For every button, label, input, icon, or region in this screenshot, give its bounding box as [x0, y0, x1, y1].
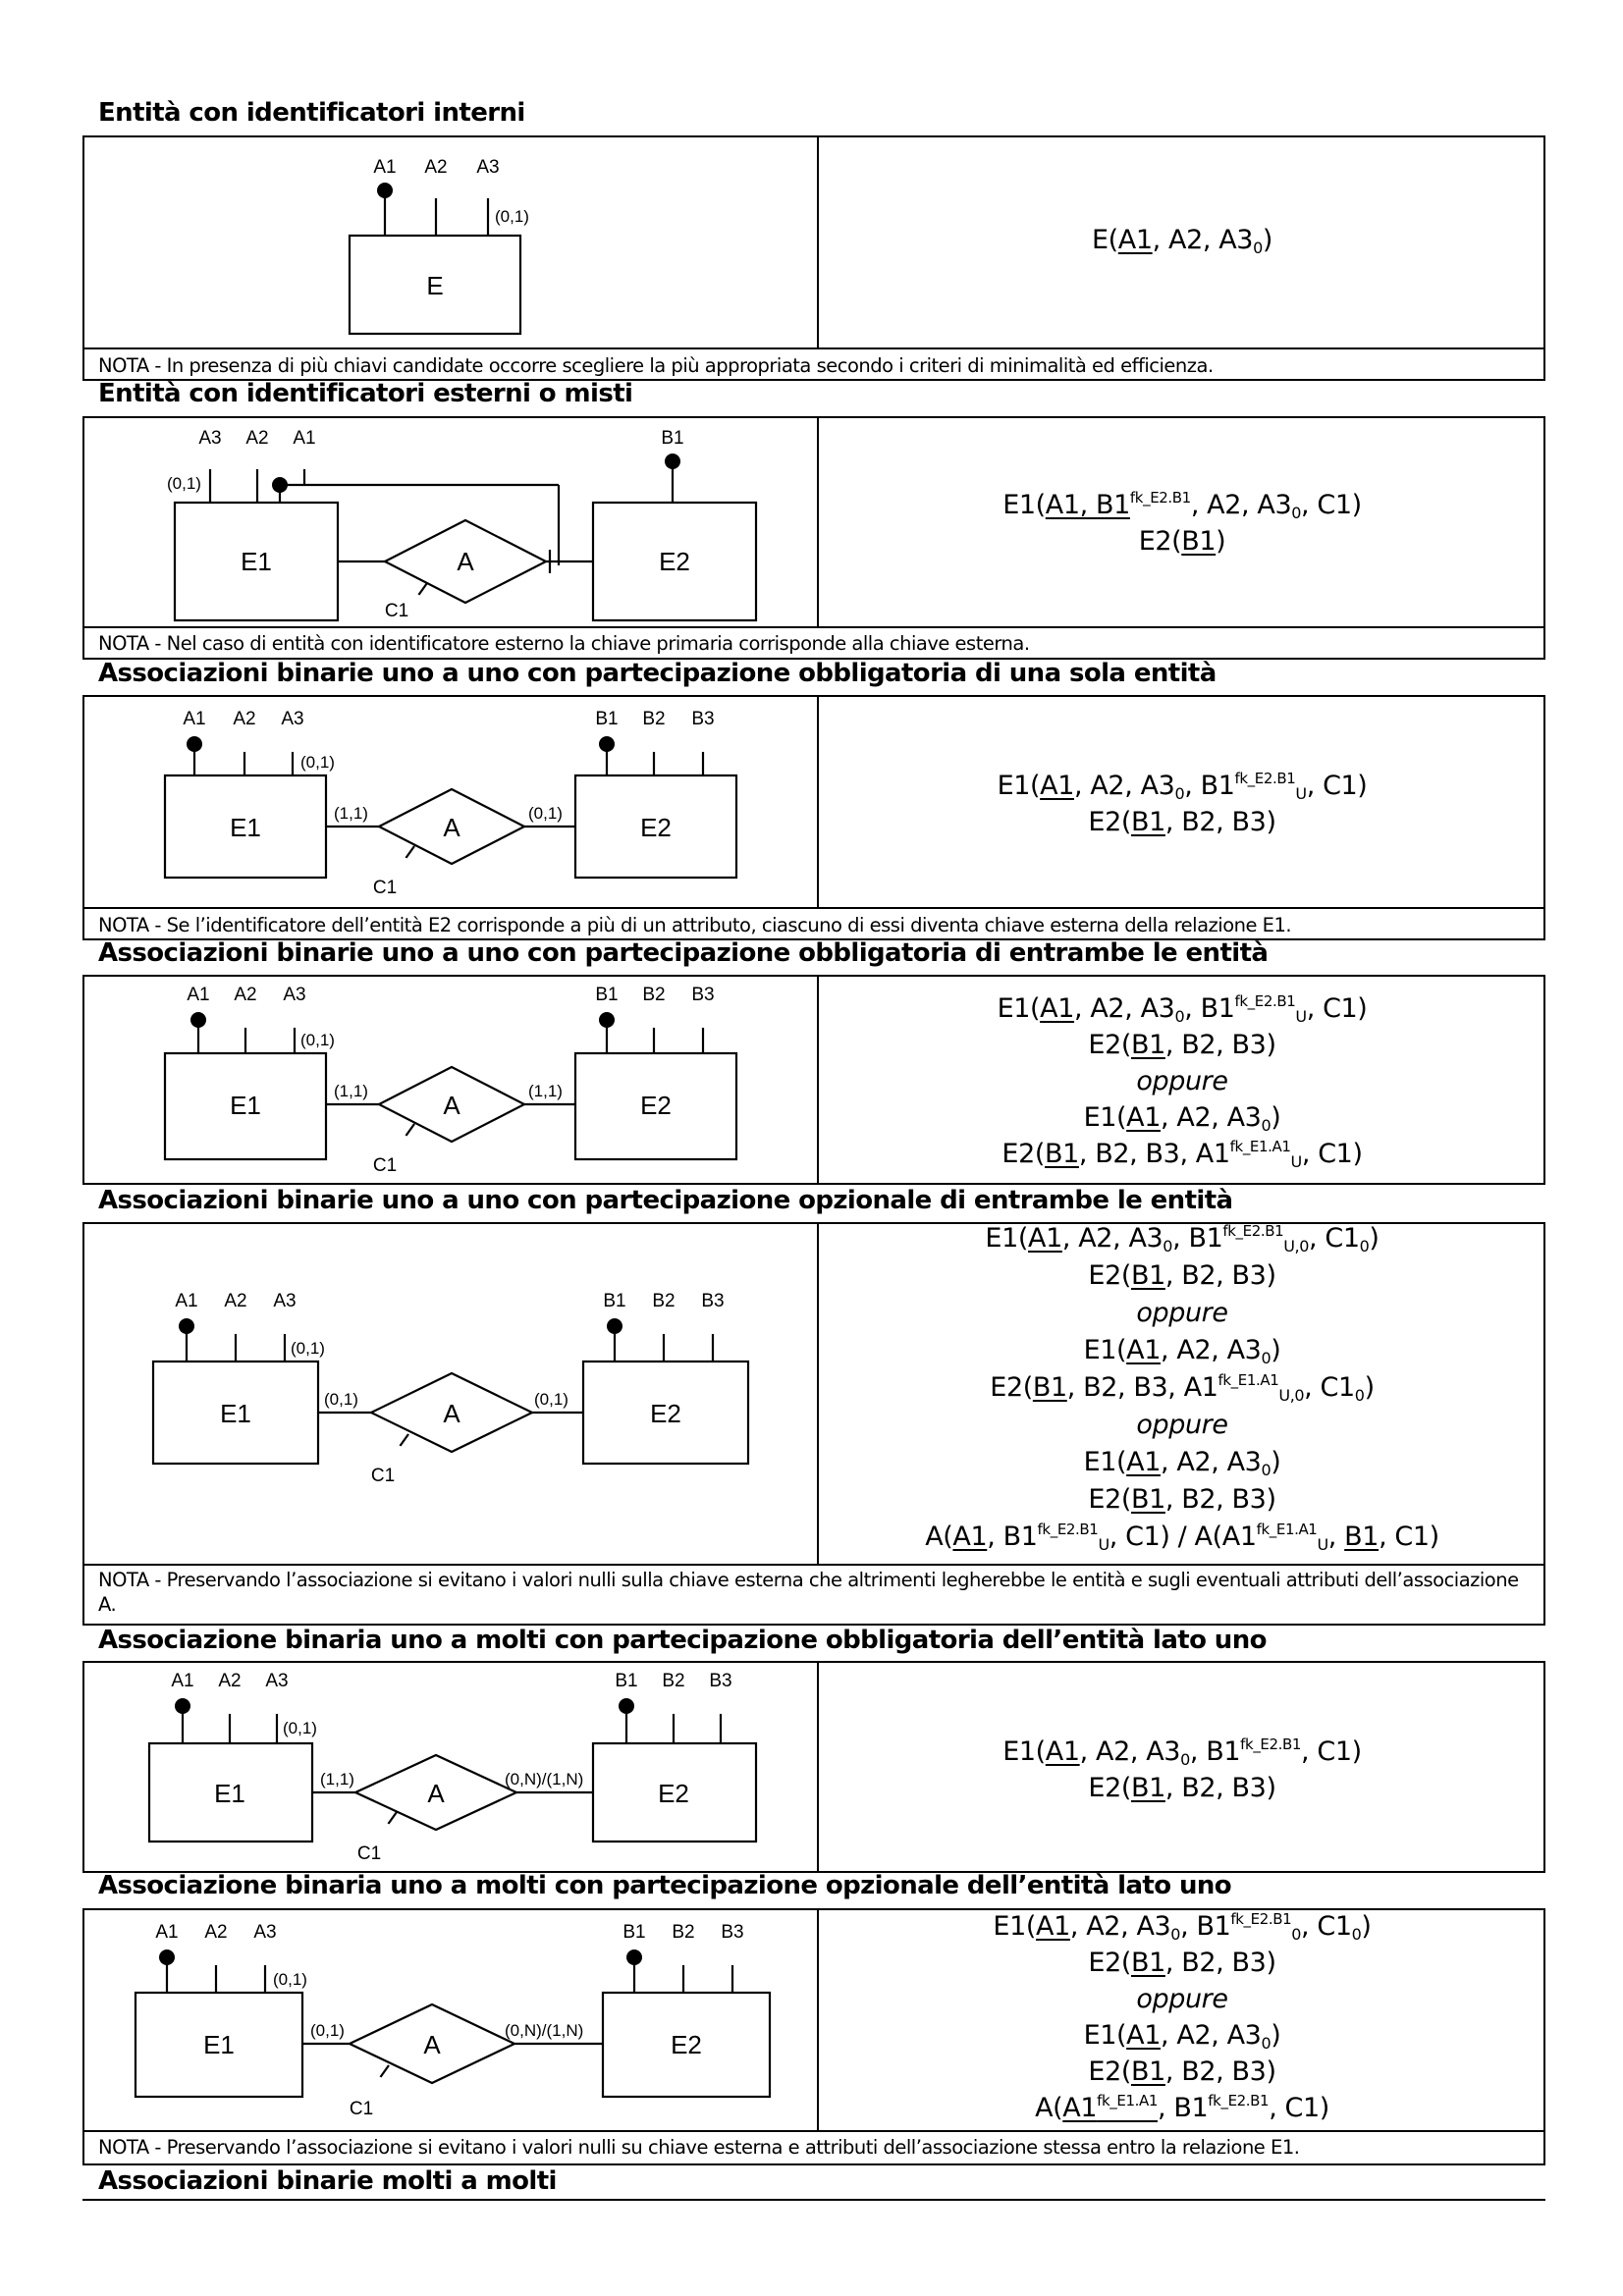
svg-text:B2: B2	[672, 1922, 695, 1943]
relational-schema	[821, 1220, 1543, 1556]
svg-text:A2: A2	[218, 1671, 242, 1691]
relation-line: E2(B1)	[1138, 526, 1226, 557]
svg-text:E2: E2	[640, 813, 672, 842]
er-diagram	[84, 137, 817, 347]
svg-text:A1: A1	[155, 1922, 179, 1943]
note: NOTA - In presenza di più chiavi candidate occorre scegliere la più appropriata secondo i criteri di minimalità ed efficienza.	[98, 354, 1214, 377]
relation-line: A(A1, $B1^{fk\_E2.B1}_U$, $C1) / A(A1^{fk\_E1.A1}_U$, B1, C1)	[925, 1520, 1439, 1554]
svg-text:B2: B2	[642, 985, 666, 1005]
svg-text:E1: E1	[203, 2030, 235, 2059]
relation-line: E1(A1, A2, $A3_0$, $B1^{fk\_E2.B1}_{U,0}$, $C1_0$)	[985, 1221, 1380, 1255]
relation-line: E2(B1, B2, B3, $A1^{fk\_E1.A1}_{U,0}$, $C1_0$)	[990, 1370, 1375, 1405]
svg-text:A3: A3	[281, 709, 304, 729]
relation-line: E2(B1, B2, B3)	[1088, 1030, 1276, 1060]
svg-text:B1: B1	[595, 709, 619, 729]
svg-text:A2: A2	[204, 1922, 228, 1943]
relation-line: E1(A1, $B1^{fk\_E2.B1}$, A2, $A3_0$, C1)	[1002, 488, 1362, 522]
entity-label: E	[426, 271, 444, 300]
relation-line: oppure	[1136, 1984, 1228, 2014]
relation-line: E1(A1, A2, $A3_0$, $B1^{fk\_E2.B1}$, C1)	[1002, 1735, 1362, 1769]
svg-text:A3: A3	[198, 428, 222, 449]
svg-text:A3: A3	[253, 1922, 277, 1943]
section-heading: Associazioni binarie uno a uno con partecipazione obbligatoria di una sola entità	[98, 659, 1217, 688]
svg-text:(0,N)/(1,N): (0,N)/(1,N)	[505, 2021, 584, 2040]
svg-text:A: A	[427, 1779, 445, 1808]
cardinality-label: (0,1)	[495, 207, 529, 226]
relational-schema	[821, 1734, 1543, 1806]
svg-text:E1: E1	[230, 1091, 261, 1120]
relation-line: E1(A1, A2, $A3_0$, $B1^{fk\_E2.B1}_U$, C1)	[997, 991, 1368, 1026]
section-heading: Associazione binaria uno a molti con partecipazione obbligatoria dell’entità lato uno	[98, 1626, 1267, 1655]
section-panel	[82, 1661, 1545, 1873]
svg-text:E2: E2	[659, 547, 690, 576]
relation-line: E1(A1, A2, $A3_0$)	[1083, 2020, 1281, 2053]
svg-text:A3: A3	[265, 1671, 289, 1691]
svg-text:A1: A1	[175, 1291, 198, 1311]
identifier-dot	[377, 183, 393, 198]
relation-line: E1(A1, A2, $A3_0$, $B1^{fk\_E2.B1}_U$, C1)	[997, 769, 1368, 803]
relation-line: $A(A1^{fk\_E1.A1}$, $B1^{fk\_E2.B1}$, C1)	[1035, 2091, 1329, 2123]
svg-text:A: A	[423, 2030, 441, 2059]
svg-text:B1: B1	[622, 1922, 646, 1943]
svg-text:(0,1): (0,1)	[300, 1031, 335, 1049]
svg-text:A3: A3	[283, 985, 306, 1005]
svg-text:C1: C1	[372, 1155, 398, 1176]
svg-text:B3: B3	[709, 1671, 732, 1691]
svg-text:B3: B3	[701, 1291, 725, 1311]
svg-text:B1: B1	[595, 985, 619, 1005]
relation-line: E1(A1, A2, $A3_0$, $B1^{fk\_E2.B1}_0$, $C1_0$)	[993, 1909, 1372, 1944]
er-diagram	[84, 1663, 817, 1873]
svg-text:E1: E1	[220, 1399, 251, 1428]
er-diagram	[84, 697, 817, 907]
svg-text:A1: A1	[187, 985, 210, 1005]
relation-line: oppure	[1136, 1410, 1228, 1440]
svg-text:A: A	[443, 813, 460, 842]
section-panel	[82, 135, 1545, 381]
svg-text:(0,1): (0,1)	[283, 1719, 317, 1737]
svg-text:(0,1): (0,1)	[291, 1339, 325, 1358]
relation-line: E2(B1, B2, B3)	[1088, 1948, 1276, 1978]
svg-text:A: A	[457, 547, 474, 576]
divider	[82, 2199, 1545, 2201]
svg-text:(1,1): (1,1)	[334, 1082, 368, 1100]
svg-text:A: A	[443, 1091, 460, 1120]
relation-line: E(A1, A2, $A3_0$)	[1091, 225, 1272, 257]
svg-text:A2: A2	[224, 1291, 247, 1311]
svg-text:A1: A1	[171, 1671, 194, 1691]
relation-line: oppure	[1136, 1066, 1228, 1096]
er-diagram	[84, 418, 817, 626]
relational-schema	[821, 1908, 1543, 2126]
svg-text:(0,1): (0,1)	[324, 1390, 358, 1409]
svg-text:(1,1): (1,1)	[320, 1770, 354, 1789]
relation-line: E2(B1, B2, B3)	[1088, 2056, 1276, 2087]
svg-text:E2: E2	[658, 1779, 689, 1808]
note: NOTA - Nel caso di entità con identificatore esterno la chiave primaria corrisponde alla chiave esterna.	[98, 632, 1030, 655]
svg-text:E1: E1	[241, 547, 272, 576]
svg-text:A2: A2	[233, 709, 256, 729]
svg-text:C1: C1	[372, 878, 398, 898]
svg-text:C1: C1	[384, 601, 409, 621]
relational-schema	[821, 768, 1543, 840]
svg-text:A3: A3	[273, 1291, 297, 1311]
section-panel	[82, 1222, 1545, 1626]
relation-line: E1(A1, A2, $A3_0$)	[1083, 1335, 1281, 1367]
svg-text:E1: E1	[214, 1779, 245, 1808]
attr-label: A3	[476, 157, 500, 178]
svg-text:B2: B2	[662, 1671, 685, 1691]
svg-text:B3: B3	[721, 1922, 744, 1943]
note: NOTA - Preservando l’associazione si evitano i valori nulli su chiave esterna e attributi dell’associazione stessa entro la relazione E1.	[98, 2136, 1300, 2159]
svg-text:A2: A2	[245, 428, 269, 449]
svg-text:(0,1): (0,1)	[534, 1390, 568, 1409]
note: NOTA - Se l’identificatore dell’entità E2 corrisponde a più di un attributo, ciascuno di essi diventa chiave esterna della relazione E1.	[98, 914, 1292, 936]
svg-text:(1,1): (1,1)	[334, 804, 368, 823]
svg-text:E1: E1	[230, 813, 261, 842]
section-heading: Associazione binaria uno a molti con partecipazione opzionale dell’entità lato uno	[98, 1871, 1232, 1900]
section-panel	[82, 975, 1545, 1185]
svg-text:(0,1): (0,1)	[528, 804, 563, 823]
section-panel	[82, 416, 1545, 660]
svg-text:(0,N)/(1,N): (0,N)/(1,N)	[505, 1770, 584, 1789]
svg-text:A2: A2	[234, 985, 257, 1005]
svg-text:C1: C1	[356, 1843, 382, 1864]
relation-line: E2(B1, B2, B3)	[1088, 807, 1276, 837]
svg-text:(0,1): (0,1)	[273, 1970, 307, 1989]
svg-text:B2: B2	[652, 1291, 676, 1311]
relational-schema	[821, 990, 1543, 1172]
svg-text:B1: B1	[603, 1291, 626, 1311]
relation-line: oppure	[1136, 1298, 1228, 1328]
relation-line: E1(A1, A2, $A3_0$)	[1083, 1447, 1281, 1479]
svg-text:(1,1): (1,1)	[528, 1082, 563, 1100]
svg-text:A1: A1	[293, 428, 316, 449]
svg-text:B1: B1	[615, 1671, 638, 1691]
relation-line: E2(B1, B2, B3)	[1088, 1773, 1276, 1803]
svg-text:B1: B1	[661, 428, 684, 449]
relational-schema	[821, 222, 1543, 258]
section-panel	[82, 695, 1545, 940]
section-panel	[82, 1908, 1545, 2165]
svg-text:C1: C1	[349, 2099, 374, 2119]
er-diagram	[84, 977, 817, 1185]
er-diagram	[84, 1910, 817, 2130]
svg-text:E2: E2	[650, 1399, 681, 1428]
relation-line: E2(B1, B2, B3)	[1088, 1484, 1276, 1515]
relation-line: E2(B1, B2, B3)	[1088, 1260, 1276, 1291]
relational-schema	[821, 487, 1543, 560]
svg-text:C1: C1	[370, 1466, 396, 1486]
section-heading: Associazioni binarie uno a uno con partecipazione opzionale di entrambe le entità	[98, 1186, 1233, 1215]
svg-text:B3: B3	[691, 709, 715, 729]
svg-text:E2: E2	[671, 2030, 702, 2059]
svg-text:(0,1): (0,1)	[167, 474, 201, 493]
relation-line: E1(A1, A2, $A3_0$)	[1083, 1102, 1281, 1135]
svg-text:B2: B2	[642, 709, 666, 729]
attr-label: A1	[373, 157, 397, 178]
section-heading: Associazioni binarie molti a molti	[98, 2166, 557, 2196]
section-heading: Associazioni binarie uno a uno con partecipazione obbligatoria di entrambe le entità	[98, 938, 1269, 968]
er-diagram	[84, 1224, 817, 1564]
relation-line: E2(B1, B2, B3, $A1^{fk\_E1.A1}_U$, C1)	[1001, 1137, 1363, 1171]
note: NOTA - Preservando l’associazione si evitano i valori nulli sulla chiave esterna che altrimenti legherebbe le entità e sugli eventuali attributi dell’associazione A.	[98, 1569, 1519, 1616]
svg-text:B3: B3	[691, 985, 715, 1005]
svg-text:(0,1): (0,1)	[300, 753, 335, 772]
section-heading: Entità con identificatori interni	[98, 98, 525, 128]
svg-text:A1: A1	[183, 709, 206, 729]
svg-text:A: A	[443, 1399, 460, 1428]
svg-text:(0,1): (0,1)	[310, 2021, 345, 2040]
section-heading: Entità con identificatori esterni o misti	[98, 379, 633, 408]
attr-label: A2	[424, 157, 448, 178]
svg-text:E2: E2	[640, 1091, 672, 1120]
